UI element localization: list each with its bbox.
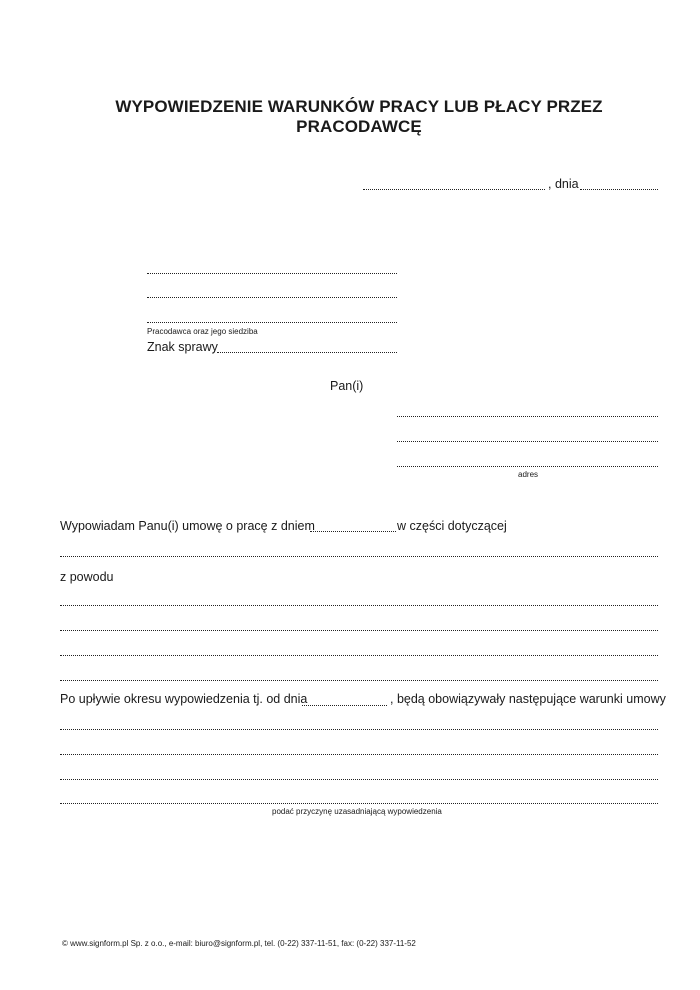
conditions-line-3[interactable] bbox=[60, 779, 658, 780]
notice-date-field[interactable] bbox=[310, 531, 396, 532]
reason-label: z powodu bbox=[60, 570, 114, 584]
notice-text-start: Wypowiadam Panu(i) umowę o pracę z dniem bbox=[60, 519, 315, 533]
title-line-2: PRACODAWCĘ bbox=[296, 117, 422, 136]
conditions-line-4[interactable] bbox=[60, 803, 658, 804]
reason-line-4[interactable] bbox=[60, 680, 658, 681]
after-period-text-start: Po upływie okresu wypowiedzenia tj. od dnia bbox=[60, 692, 308, 706]
employer-line-1[interactable] bbox=[147, 273, 397, 274]
place-field[interactable] bbox=[363, 189, 545, 190]
employer-line-2[interactable] bbox=[147, 297, 397, 298]
date-label: , dnia bbox=[548, 177, 579, 191]
conditions-line-1[interactable] bbox=[60, 729, 658, 730]
reason-line-2[interactable] bbox=[60, 630, 658, 631]
employer-caption: Pracodawca oraz jego siedziba bbox=[147, 327, 258, 336]
document-title bbox=[100, 97, 618, 137]
reason-line-1[interactable] bbox=[60, 605, 658, 606]
address-line-1[interactable] bbox=[397, 416, 658, 417]
footer-contact: © www.signform.pl Sp. z o.o., e-mail: biuro@signform.pl, tel. (0-22) 337-11-51, fax: (0-22) 337-11-52 bbox=[62, 939, 416, 948]
date-field[interactable] bbox=[580, 189, 658, 190]
conditions-line-2[interactable] bbox=[60, 754, 658, 755]
title-line-1: WYPOWIEDZENIE WARUNKÓW PRACY LUB PŁACY PRZEZ bbox=[115, 97, 603, 116]
case-ref-field[interactable] bbox=[217, 352, 397, 353]
address-line-2[interactable] bbox=[397, 441, 658, 442]
addressee-label: Pan(i) bbox=[330, 379, 364, 393]
notice-text-end: w części dotyczącej bbox=[397, 519, 507, 533]
reason-line-3[interactable] bbox=[60, 655, 658, 656]
address-caption: adres bbox=[518, 470, 539, 479]
employer-line-3[interactable] bbox=[147, 322, 397, 323]
case-ref-label: Znak sprawy bbox=[147, 340, 218, 354]
after-period-text-end: , będą obowiązywały następujące warunki umowy bbox=[390, 692, 666, 706]
address-line-3[interactable] bbox=[397, 466, 658, 467]
reason-caption: podać przyczynę uzasadniającą wypowiedzenia bbox=[272, 807, 442, 816]
effective-date-field[interactable] bbox=[302, 705, 387, 706]
notice-scope-line[interactable] bbox=[60, 556, 658, 557]
